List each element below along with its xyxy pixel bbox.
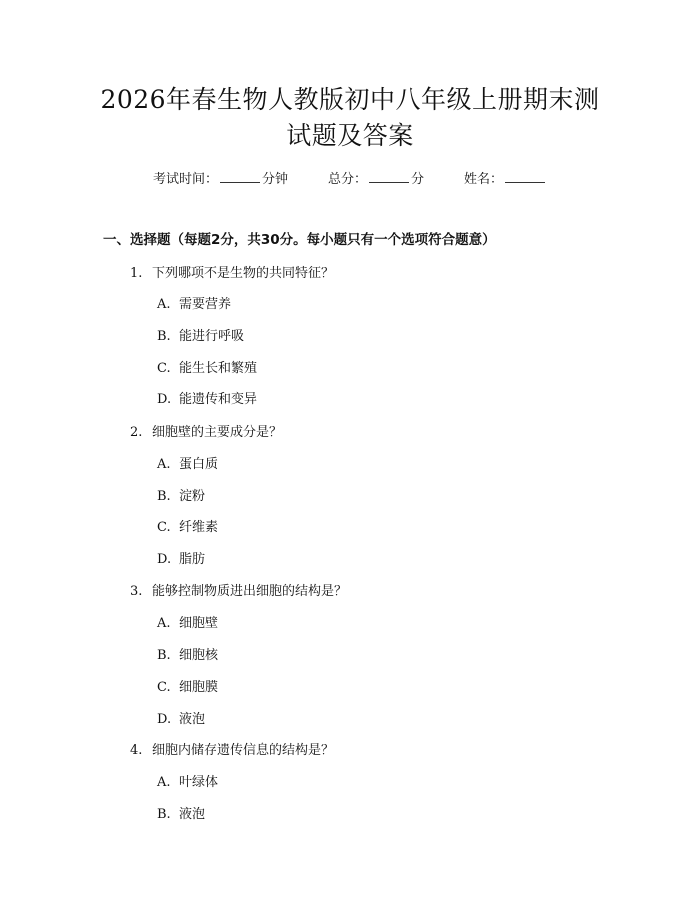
question-number: 3. (130, 584, 143, 599)
option-1b (157, 325, 244, 344)
option-text: 叶绿体 (179, 775, 219, 790)
option-text: 能进行呼吸 (179, 329, 245, 344)
question-text: 细胞壁的主要成分是？ (152, 425, 283, 440)
option-2c (157, 516, 218, 535)
option-letter: A. (157, 775, 171, 790)
option-letter: D. (157, 392, 172, 407)
question-1 (130, 262, 334, 281)
option-letter: C. (157, 361, 171, 376)
total-score-label: 总分： (327, 172, 367, 187)
total-score-field (328, 168, 424, 187)
exam-time-label: 考试时间： (152, 172, 218, 187)
question-number: 1. (130, 266, 143, 281)
section-heading-choice: 一、选择题（每题2分，共30分。每小题只有一个选项符合题意） (103, 232, 496, 248)
option-3a (157, 612, 218, 631)
option-letter: B. (157, 648, 171, 663)
option-letter: D. (157, 712, 172, 727)
question-text: 能够控制物质进出细胞的结构是？ (152, 584, 348, 599)
option-text: 液泡 (179, 807, 206, 822)
option-text: 能遗传和变异 (179, 392, 258, 407)
option-letter: B. (157, 807, 171, 822)
option-4b (157, 803, 205, 822)
option-letter: A. (157, 457, 171, 472)
option-2b (157, 485, 205, 504)
exam-time-blank (220, 170, 260, 183)
exam-time-field (153, 168, 288, 187)
option-4a (157, 771, 218, 790)
exam-meta (60, 168, 640, 187)
student-name-blank (505, 170, 545, 183)
option-1a (157, 293, 231, 312)
option-text: 液泡 (179, 712, 206, 727)
option-3b (157, 644, 218, 663)
option-text: 纤维素 (179, 520, 219, 535)
question-number: 2. (130, 425, 143, 440)
option-letter: C. (157, 680, 171, 695)
page-title-line2: 试题及答案 (286, 121, 414, 150)
option-2d (157, 548, 205, 567)
option-text: 淀粉 (179, 489, 206, 504)
total-score-unit: 分 (411, 172, 425, 187)
option-1c (157, 357, 257, 376)
option-letter: B. (157, 489, 171, 504)
question-2 (130, 421, 282, 440)
student-name-field (464, 168, 547, 187)
option-1d (157, 388, 257, 407)
exam-time-unit: 分钟 (261, 172, 288, 187)
question-3 (130, 580, 347, 599)
option-3c (157, 676, 218, 695)
option-text: 需要营养 (179, 297, 232, 312)
option-letter: C. (157, 520, 171, 535)
option-text: 能生长和繁殖 (179, 361, 258, 376)
option-letter: D. (157, 552, 172, 567)
page-title-line1: 2026年春生物人教版初中八年级上册期末测 (100, 85, 600, 114)
question-text: 下列哪项不是生物的共同特征？ (152, 266, 335, 281)
option-letter: B. (157, 329, 171, 344)
question-number: 4. (130, 743, 143, 758)
total-score-blank (369, 170, 409, 183)
option-3d (157, 708, 205, 727)
option-text: 细胞膜 (179, 680, 219, 695)
question-text: 细胞内储存遗传信息的结构是？ (152, 743, 335, 758)
student-name-label: 姓名： (464, 172, 504, 187)
option-letter: A. (157, 616, 171, 631)
option-text: 细胞壁 (179, 616, 219, 631)
option-text: 蛋白质 (179, 457, 219, 472)
option-text: 脂肪 (179, 552, 206, 567)
option-letter: A. (157, 297, 171, 312)
option-text: 细胞核 (179, 648, 219, 663)
option-2a (157, 453, 218, 472)
question-4 (130, 739, 334, 758)
